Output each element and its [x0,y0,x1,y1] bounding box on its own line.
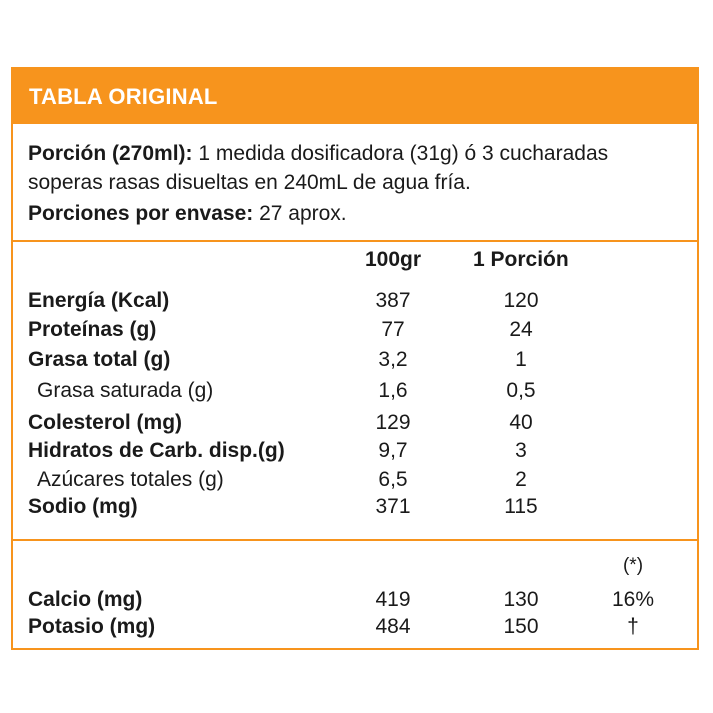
column-header-portion: 1 Porción [473,248,569,271]
mineral-value-portion: 150 [503,615,539,638]
mineral-value-portion: 130 [503,588,539,611]
mineral-value-100gr: 484 [375,615,411,638]
mineral-value-percent: 16% [611,588,655,611]
mineral-name: Potasio (mg) [28,615,156,638]
nutrient-value-portion: 40 [509,411,533,434]
serving-info [28,139,688,228]
nutrient-value-100gr: 6,5 [378,468,408,491]
mineral-name: Calcio (mg) [28,588,143,611]
nutrient-name: Grasa saturada (g) [37,379,214,402]
nutrient-value-100gr: 3,2 [378,348,408,371]
mineral-row [13,615,697,641]
nutrient-row [13,439,697,465]
nutrient-row [13,318,697,344]
nutrient-value-portion: 1 [515,348,527,371]
nutrient-value-100gr: 387 [375,289,411,312]
nutrient-value-100gr: 77 [381,318,405,341]
column-header-100gr: 100gr [365,248,422,271]
nutrition-table [11,67,699,650]
mineral-value-percent: † [627,615,639,638]
portion-text: 1 medida dosificadora (31g) ó 3 cucharadas soperas rasas disueltas en 240mL de agua fría. [28,142,609,194]
nutrient-value-100gr: 129 [375,411,411,434]
servings-line [28,199,688,228]
nutrient-value-portion: 120 [503,289,539,312]
nutrient-name: Hidratos de Carb. disp.(g) [28,439,285,462]
mineral-row [13,588,697,614]
nutrient-row [13,289,697,315]
nutrient-name: Colesterol (mg) [28,411,183,434]
nutrient-value-portion: 0,5 [506,379,536,402]
nutrient-name: Energía (Kcal) [28,289,170,312]
divider-serving [13,240,697,242]
nutrient-value-portion: 24 [509,318,533,341]
nutrient-name: Proteínas (g) [28,318,157,341]
portion-line [28,139,688,197]
table-header [13,69,697,124]
nutrient-name: Sodio (mg) [28,495,138,518]
nutrient-value-100gr: 371 [375,495,411,518]
nutrient-row [13,495,697,521]
nutrient-name: Azúcares totales (g) [37,468,224,491]
mineral-value-100gr: 419 [375,588,411,611]
table-title: TABLA ORIGINAL [29,84,218,109]
nutrient-value-100gr: 1,6 [378,379,408,402]
servings-text: 27 aprox. [253,202,347,225]
divider-minerals [13,539,697,541]
nutrient-row [13,411,697,437]
nutrient-row [13,468,697,494]
nutrient-name: Grasa total (g) [28,348,171,371]
footnote-marker: (*) [622,555,644,576]
nutrient-row [13,379,697,405]
portion-label: Porción (270ml): [28,142,193,165]
nutrient-value-100gr: 9,7 [378,439,408,462]
nutrient-value-portion: 2 [515,468,527,491]
nutrient-value-portion: 3 [515,439,527,462]
nutrient-row [13,348,697,374]
nutrient-value-portion: 115 [504,495,538,518]
servings-label: Porciones por envase: [28,202,254,225]
